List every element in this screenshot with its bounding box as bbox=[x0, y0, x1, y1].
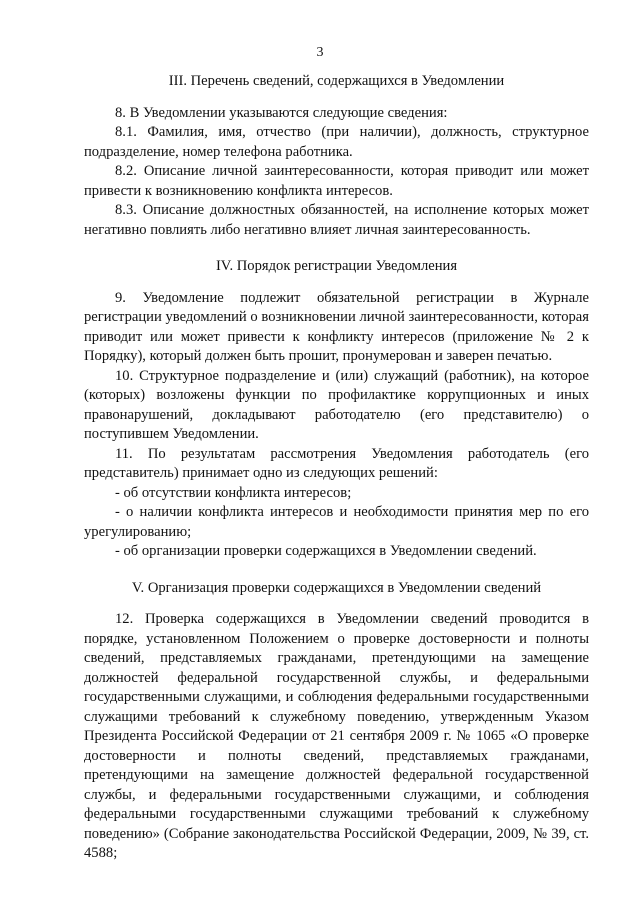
paragraph-8-2: 8.2. Описание личной заинтересованности, которая приводит или может привести к возникновению конфликта интересов. bbox=[84, 163, 589, 199]
section-4-heading: IV. Порядок регистрации Уведомления bbox=[215, 258, 458, 274]
section-5-heading: V. Организация проверки содержащихся в Уведомлении сведений bbox=[131, 579, 542, 596]
paragraph-8-3: 8.3. Описание должностных обязанностей, на исполнение которых может негативно повлиять либо негативно влияет личная заинтересованность. bbox=[84, 202, 589, 238]
document-body bbox=[84, 72, 589, 864]
paragraph-8-1: 8.1. Фамилия, имя, отчество (при наличии), должность, структурное подразделение, номер телефона работника. bbox=[84, 124, 589, 160]
section-4 bbox=[84, 257, 589, 562]
decision-option-no-conflict: - об отсутствии конфликта интересов; bbox=[115, 484, 352, 501]
page-number: 3 bbox=[316, 45, 324, 60]
section-3 bbox=[84, 72, 589, 240]
section-3-heading: III. Перечень сведений, содержащихся в Уведомлении bbox=[168, 73, 505, 89]
paragraph-10: 10. Структурное подразделение и (или) служащий (работник), на которое (которых) возложены функции по профилактике коррупционных и иных правонарушений, докладывают работодателю (его представителю) о поступившем Уведомлении. bbox=[84, 367, 589, 442]
paragraph-11: 11. По результатам рассмотрения Уведомления работодатель (его представитель) принимает одно из следующих решений: bbox=[84, 445, 589, 481]
decision-option-verification: - об организации проверки содержащихся в Уведомлении сведений. bbox=[115, 543, 537, 559]
section-5 bbox=[84, 579, 589, 864]
decision-option-conflict-measures: - о наличии конфликта интересов и необходимости принятия мер по его урегулированию; bbox=[84, 504, 589, 540]
paragraph-12: 12. Проверка содержащихся в Уведомлении сведений проводится в порядке, установленном Положением о проверке достоверности и полноты сведений, представляемых гражданами, претендующими на замещение должностей федеральной государственной службы, и федеральными государственными служащими, и соблюдения федеральными государственными служащими требований к служебному поведению, утвержденным Указом Президента Российской Федерации от 21 сентября 2009 г. № 1065 «О проверке достоверности и полноты сведений, представляемых гражданами, претендующими на замещение должностей федеральной государственной службы, и федеральными государственными служащими, и соблюдения федеральными государственными служащими требований к служебному поведению» (Собрание законодательства Российской Федерации, 2009, № 39, ст. 4588; bbox=[84, 611, 589, 861]
paragraph-9: 9. Уведомление подлежит обязательной регистрации в Журнале регистрации уведомлений о возникновении личной заинтересованности, которая приводит или может привести к конфликту интересов (приложение № 2 к Порядку), который должен быть прошит, пронумерован и заверен печатью. bbox=[84, 289, 589, 364]
paragraph-8: 8. В Уведомлении указываются следующие сведения: bbox=[115, 104, 448, 121]
